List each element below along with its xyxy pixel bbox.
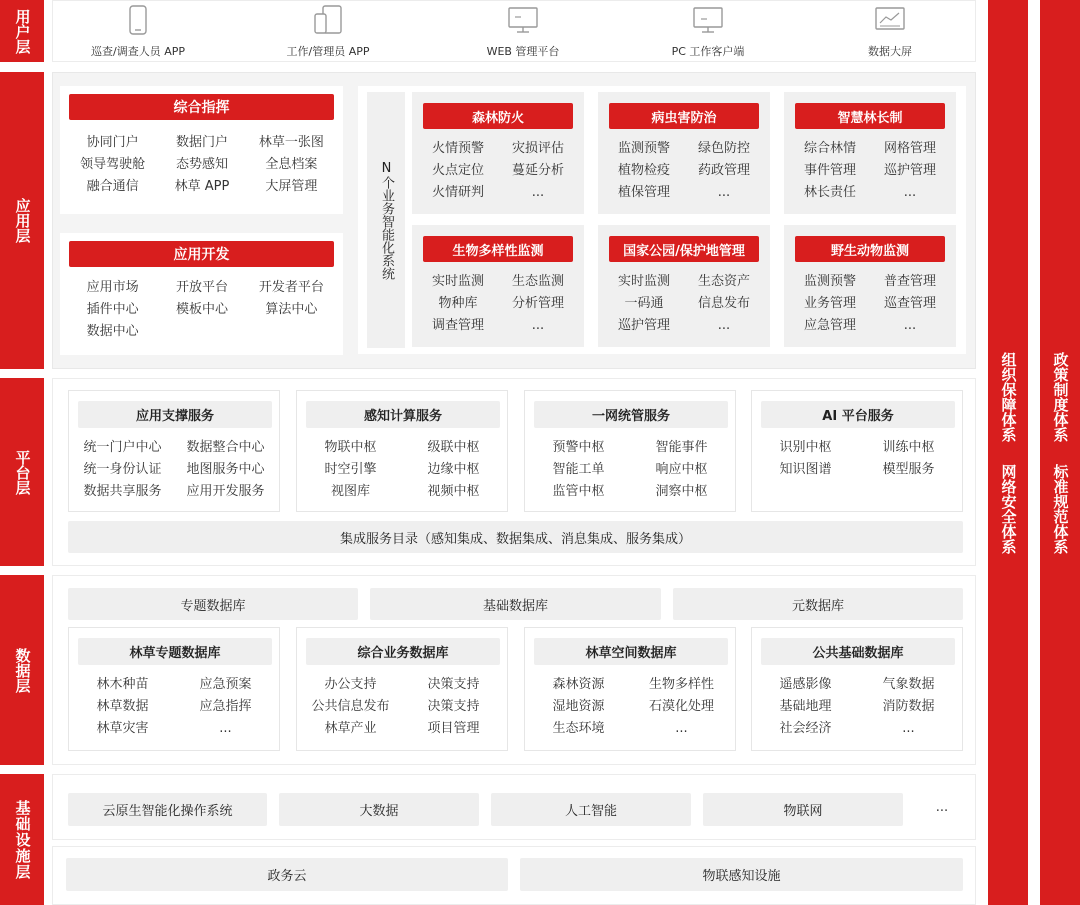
dev-card — [60, 233, 343, 355]
command-item[interactable]: 大屏管理 — [265, 179, 318, 194]
system-items — [604, 138, 764, 204]
system-item[interactable]: 实时监测 — [431, 274, 484, 289]
infra-big-data[interactable]: 大数据 — [279, 793, 479, 826]
layer-label-data: 数据层 — [0, 575, 44, 765]
db-item[interactable]: 林草数据 — [96, 699, 149, 714]
mobile-phone-icon — [53, 5, 223, 35]
db-title: 林草专题数据库 — [78, 638, 272, 665]
db-title: 综合业务数据库 — [306, 638, 500, 665]
command-item[interactable]: 态势感知 — [175, 157, 228, 172]
service-item[interactable]: 知识图谱 — [779, 462, 832, 477]
system-card-wildlife — [784, 225, 956, 347]
system-title: 病虫害防治 — [609, 103, 759, 129]
system-item: ... — [717, 318, 731, 333]
user-entry-pc-client: PC 工作客户端 — [613, 5, 803, 59]
service-card-ai — [751, 390, 963, 512]
user-entry-patrol-app: 巡查/调查人员 APP — [53, 5, 223, 59]
db-card-spatial — [524, 627, 736, 751]
db-item[interactable]: 林草产业 — [324, 721, 377, 736]
system-item[interactable]: 林长责任 — [803, 185, 856, 200]
system-item[interactable]: 巡查管理 — [883, 296, 936, 311]
system-item[interactable]: 药政管理 — [697, 163, 750, 178]
db-item[interactable]: 遥感影像 — [779, 677, 832, 692]
service-item[interactable]: 物联中枢 — [324, 440, 377, 455]
dashboard-screen-icon — [803, 5, 977, 35]
system-card-national-park — [598, 225, 770, 347]
system-item[interactable]: 信息发布 — [697, 296, 750, 311]
command-card — [60, 86, 343, 214]
system-item: ... — [531, 185, 545, 200]
system-card-forest-chief — [784, 92, 956, 214]
service-item[interactable]: 应用开发服务 — [186, 484, 265, 499]
service-title: 一网统管服务 — [534, 401, 728, 428]
db-items — [754, 674, 960, 740]
service-item[interactable]: 洞察中枢 — [655, 484, 708, 499]
dev-item[interactable]: 算法中心 — [265, 302, 318, 317]
db-item[interactable]: 生物多样性 — [648, 677, 714, 692]
service-items — [754, 437, 960, 481]
service-item[interactable]: 统一身份认证 — [83, 462, 162, 477]
db-item[interactable]: 办公支持 — [324, 677, 377, 692]
db-item[interactable]: 林草灾害 — [96, 721, 149, 736]
system-item[interactable]: 火情研判 — [431, 185, 484, 200]
meta-db-bar[interactable]: 元数据库 — [673, 588, 963, 620]
infra-ai[interactable]: 人工智能 — [491, 793, 691, 826]
dev-item[interactable]: 开放平台 — [175, 280, 228, 295]
layer-label-user: 用户层 — [0, 0, 44, 62]
command-items — [68, 132, 336, 198]
service-item[interactable]: 边缘中枢 — [427, 462, 480, 477]
command-item[interactable]: 数据门户 — [175, 135, 228, 150]
right-bar-policy-std: 政策制度体系 标准规范体系 — [1040, 0, 1080, 905]
system-item[interactable]: 网格管理 — [883, 141, 936, 156]
system-title: 生物多样性监测 — [423, 236, 573, 262]
db-item[interactable]: 项目管理 — [427, 721, 480, 736]
service-title: 感知计算服务 — [306, 401, 500, 428]
db-item[interactable]: 决策支持 — [427, 677, 480, 692]
system-item[interactable]: 综合林情 — [803, 141, 856, 156]
service-item[interactable]: 智能事件 — [655, 440, 708, 455]
db-item[interactable]: 石漠化处理 — [648, 699, 714, 714]
system-item: ... — [531, 318, 545, 333]
db-item: ... — [675, 721, 688, 736]
infra-more: ... — [935, 800, 949, 815]
system-items — [790, 138, 950, 204]
system-item[interactable]: 巡护管理 — [617, 318, 670, 333]
tablet-phone-icon — [223, 5, 433, 35]
pc-monitor-icon — [613, 5, 803, 35]
command-item[interactable]: 全息档案 — [265, 157, 318, 172]
system-item[interactable]: 实时监测 — [617, 274, 670, 289]
system-item[interactable]: 分析管理 — [511, 296, 564, 311]
system-items — [418, 271, 578, 337]
command-title: 综合指挥 — [69, 94, 334, 120]
db-item: ... — [219, 721, 232, 736]
infra-iot[interactable]: 物联网 — [703, 793, 903, 826]
service-title: 应用支撑服务 — [78, 401, 272, 428]
infra-cloud-os[interactable]: 云原生智能化操作系统 — [68, 793, 267, 826]
service-items — [299, 437, 505, 503]
service-items — [71, 437, 277, 503]
system-item: ... — [717, 185, 731, 200]
system-items — [790, 271, 950, 337]
system-item[interactable]: 应急管理 — [803, 318, 856, 333]
service-card-sensing — [296, 390, 508, 512]
db-item[interactable]: 湿地资源 — [552, 699, 605, 714]
db-item[interactable]: 基础地理 — [779, 699, 832, 714]
db-item[interactable]: 气象数据 — [882, 677, 935, 692]
db-item[interactable]: 生态环境 — [552, 721, 605, 736]
system-item[interactable]: 一码通 — [624, 296, 664, 311]
layer-label-infra: 基础设施层 — [0, 774, 44, 905]
system-item: ... — [903, 185, 917, 200]
system-item[interactable]: 巡护管理 — [883, 163, 936, 178]
dev-item[interactable]: 应用市场 — [86, 280, 139, 295]
system-item[interactable]: 植保管理 — [617, 185, 670, 200]
command-item[interactable]: 融合通信 — [86, 179, 139, 194]
command-item[interactable]: 领导驾驶舱 — [80, 157, 146, 172]
service-item[interactable]: 时空引擎 — [324, 462, 377, 477]
right-bar-org-net: 组织保障体系 网络安全体系 — [988, 0, 1028, 905]
web-monitor-icon — [433, 5, 613, 35]
user-entry-web-platform: WEB 管理平台 — [433, 5, 613, 59]
system-item[interactable]: 火点定位 — [431, 163, 484, 178]
system-card-biodiversity — [412, 225, 584, 347]
system-item[interactable]: 生态资产 — [697, 274, 750, 289]
system-item[interactable]: 事件管理 — [803, 163, 856, 178]
system-item[interactable]: 调查管理 — [431, 318, 484, 333]
db-item[interactable]: 决策支持 — [427, 699, 480, 714]
user-entry-data-screen: 数据大屏 — [803, 5, 977, 59]
system-items — [418, 138, 578, 204]
dev-item[interactable]: 数据中心 — [86, 324, 139, 339]
system-items — [604, 271, 764, 337]
service-card-app-support — [68, 390, 280, 512]
system-item[interactable]: 物种库 — [438, 296, 478, 311]
system-card-pest-control — [598, 92, 770, 214]
db-card-forest-thematic — [68, 627, 280, 751]
infra-iot-facilities[interactable]: 物联感知设施 — [520, 858, 963, 891]
service-item[interactable]: 训练中枢 — [882, 440, 935, 455]
command-item[interactable]: 林草 APP — [174, 179, 230, 194]
db-card-public-base — [751, 627, 963, 751]
db-title: 林草空间数据库 — [534, 638, 728, 665]
n-systems-label: N个业务智能化系统 — [367, 92, 405, 348]
service-title: AI 平台服务 — [761, 401, 955, 428]
dev-item[interactable]: 插件中心 — [86, 302, 139, 317]
system-item[interactable]: 绿色防控 — [697, 141, 750, 156]
base-db-bar[interactable]: 基础数据库 — [370, 588, 661, 620]
integration-catalog-bar[interactable]: 集成服务目录（感知集成、数据集成、消息集成、服务集成） — [68, 521, 963, 553]
service-item[interactable]: 模型服务 — [882, 462, 935, 477]
db-item[interactable]: 消防数据 — [882, 699, 935, 714]
user-layer-panel — [52, 0, 976, 62]
db-item[interactable]: 社会经济 — [779, 721, 832, 736]
db-item: ... — [902, 721, 915, 736]
db-items — [299, 674, 505, 740]
user-entry-admin-app: 工作/管理员 APP — [223, 5, 433, 59]
system-item: ... — [903, 318, 917, 333]
system-title: 野生动物监测 — [795, 236, 945, 262]
service-item[interactable]: 地图服务中心 — [186, 462, 265, 477]
service-items — [527, 437, 733, 503]
service-item[interactable]: 级联中枢 — [427, 440, 480, 455]
service-item[interactable]: 数据共享服务 — [83, 484, 162, 499]
system-item[interactable]: 监测预警 — [803, 274, 856, 289]
system-title: 森林防火 — [423, 103, 573, 129]
system-item[interactable]: 蔓延分析 — [511, 163, 564, 178]
thematic-db-bar[interactable]: 专题数据库 — [68, 588, 358, 620]
service-card-unified-mgmt — [524, 390, 736, 512]
db-item[interactable]: 应急预案 — [199, 677, 252, 692]
dev-items — [68, 277, 336, 343]
layer-label-app: 应用层 — [0, 72, 44, 369]
service-item[interactable]: 预警中枢 — [552, 440, 605, 455]
system-item[interactable]: 普查管理 — [883, 274, 936, 289]
command-item[interactable]: 协同门户 — [86, 135, 139, 150]
service-item[interactable]: 智能工单 — [552, 462, 605, 477]
service-item[interactable]: 识别中枢 — [779, 440, 832, 455]
system-title: 国家公园/保护地管理 — [609, 236, 759, 262]
system-item[interactable]: 植物检疫 — [617, 163, 670, 178]
dev-title: 应用开发 — [69, 241, 334, 267]
command-item[interactable]: 林草一张图 — [258, 135, 324, 150]
db-items — [527, 674, 733, 740]
system-item[interactable]: 业务管理 — [803, 296, 856, 311]
db-item[interactable]: 林木种苗 — [96, 677, 149, 692]
dev-item[interactable]: 模板中心 — [175, 302, 228, 317]
system-item[interactable]: 监测预警 — [617, 141, 670, 156]
system-item[interactable]: 生态监测 — [511, 274, 564, 289]
service-item[interactable]: 视图库 — [330, 484, 370, 499]
db-item[interactable]: 公共信息发布 — [311, 699, 390, 714]
system-title: 智慧林长制 — [795, 103, 945, 129]
layer-label-platform: 平台层 — [0, 378, 44, 566]
dev-item[interactable]: 开发者平台 — [258, 280, 324, 295]
db-item[interactable]: 应急指挥 — [199, 699, 252, 714]
system-item[interactable]: 灾损评估 — [511, 141, 564, 156]
service-item[interactable]: 视频中枢 — [427, 484, 480, 499]
service-item[interactable]: 响应中枢 — [655, 462, 708, 477]
system-card-forest-fire — [412, 92, 584, 214]
infra-gov-cloud[interactable]: 政务云 — [66, 858, 508, 891]
service-item[interactable]: 监管中枢 — [552, 484, 605, 499]
db-card-business — [296, 627, 508, 751]
db-title: 公共基础数据库 — [761, 638, 955, 665]
db-item[interactable]: 森林资源 — [552, 677, 605, 692]
system-item[interactable]: 火情预警 — [431, 141, 484, 156]
db-items — [71, 674, 277, 740]
service-item[interactable]: 数据整合中心 — [186, 440, 265, 455]
service-item[interactable]: 统一门户中心 — [83, 440, 162, 455]
